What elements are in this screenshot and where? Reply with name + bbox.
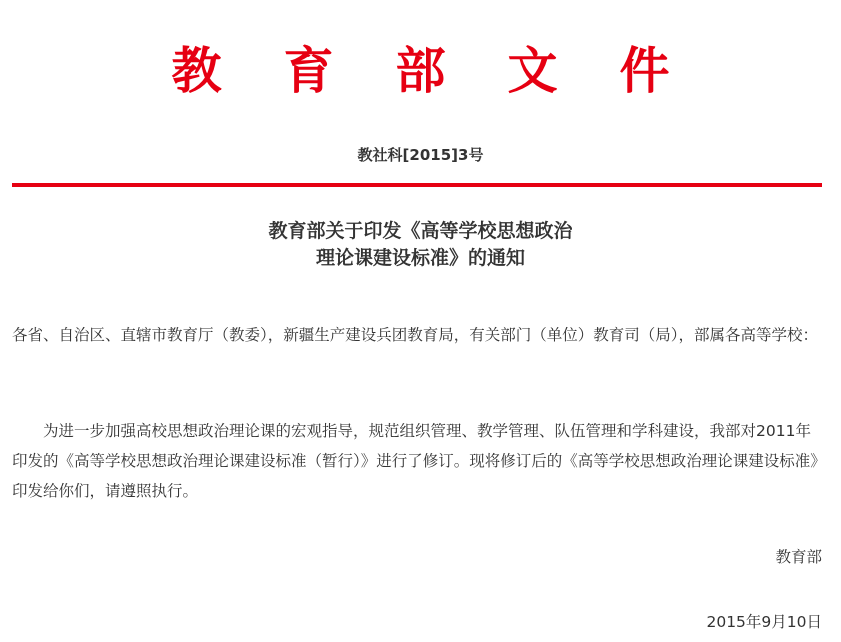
body-paragraph: 为进一步加强高校思想政治理论课的宏观指导，规范组织管理、教学管理、队伍管理和学科建设，我部对2011年印发的《高等学校思想政治理论课建设标准（暂行）》进行了修订。现将修订后的《高等学校思想政治理论课建设标准》印发给你们，请遵照执行。 — [12, 422, 819, 500]
signer: 教育部 — [775, 548, 822, 566]
document-title — [0, 218, 841, 272]
signing-date: 2015年9月10日 — [706, 613, 822, 631]
addressee-paragraph: 各省、自治区、直辖市教育厅（教委），新疆生产建设兵团教育局，有关部门（单位）教育司（局），部属各高等学校： — [12, 326, 819, 344]
document-header: 教育部文件 — [171, 41, 732, 100]
red-divider — [12, 183, 822, 187]
title-line-2: 理论课建设标准》的通知 — [315, 247, 525, 269]
title-line-1: 教育部关于印发《高等学校思想政治 — [268, 220, 573, 242]
document-number: 教社科[2015]3号 — [357, 146, 484, 164]
